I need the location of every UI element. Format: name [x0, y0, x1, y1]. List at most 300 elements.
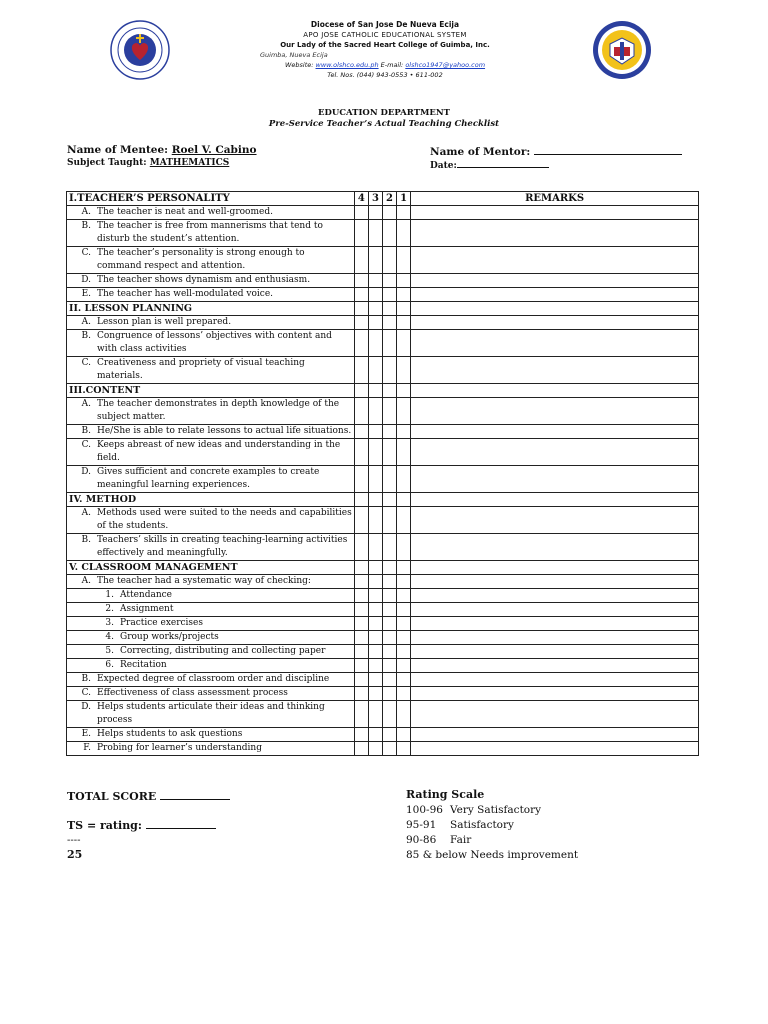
subject-field: Subject Taught: MATHEMATICS: [67, 158, 230, 168]
criterion-label: 2.: [105, 604, 114, 614]
criterion: [69, 673, 352, 686]
criterion-label: 1.: [105, 590, 114, 600]
criterion-label: A.: [81, 399, 91, 409]
remarks-cell[interactable]: [411, 466, 699, 493]
score-3-cell[interactable]: [368, 687, 382, 701]
criterion: [69, 575, 352, 588]
score-2-cell[interactable]: [382, 534, 396, 561]
mentee-field: Name of Mentee: Roel V. Cabino: [67, 144, 257, 156]
remarks-cell[interactable]: [411, 659, 699, 673]
score-4-cell[interactable]: [354, 575, 368, 589]
content-heading: III.CONTENT: [67, 384, 355, 398]
criterion-row: [67, 603, 699, 617]
criterion-text: [67, 701, 355, 728]
criterion-row: [67, 220, 699, 247]
criterion-row: [67, 742, 699, 756]
school-system: APO JOSE CATHOLIC EDUCATIONAL SYSTEM: [303, 31, 467, 39]
score-1-cell[interactable]: [397, 673, 411, 687]
criterion: [69, 398, 352, 424]
score-4-cell[interactable]: [354, 316, 368, 330]
score-2-cell[interactable]: [382, 288, 396, 302]
score-4-cell[interactable]: [354, 493, 368, 507]
criterion-text: [67, 617, 355, 631]
score-4-cell[interactable]: [354, 687, 368, 701]
score-4-cell[interactable]: [354, 603, 368, 617]
criterion-text: [67, 274, 355, 288]
score-4-cell[interactable]: [354, 534, 368, 561]
ts-rating-blank[interactable]: [146, 818, 216, 829]
method-heading: IV. METHOD: [67, 493, 355, 507]
score-1-cell[interactable]: [397, 659, 411, 673]
criterion-label: C.: [81, 358, 91, 368]
criterion: [69, 330, 352, 356]
criterion: [69, 728, 352, 741]
remarks-cell[interactable]: [411, 728, 699, 742]
criterion-row: [67, 316, 699, 330]
score-2-cell[interactable]: [382, 398, 396, 425]
subject-name: MATHEMATICS: [149, 158, 230, 168]
score-2-cell[interactable]: [382, 728, 396, 742]
score-3-cell[interactable]: [368, 645, 382, 659]
checklist-table: [66, 191, 699, 756]
score-1-cell[interactable]: [397, 274, 411, 288]
criterion-row: [67, 645, 699, 659]
criterion-label: A.: [81, 317, 91, 327]
score-2-cell[interactable]: [382, 466, 396, 493]
criterion: [69, 659, 352, 672]
criterion: [69, 687, 352, 700]
rating-description: Satisfactory: [450, 819, 514, 831]
score-2-cell[interactable]: [382, 220, 396, 247]
score-4-cell[interactable]: [354, 247, 368, 274]
criterion-text: [67, 742, 355, 756]
criterion-text: [67, 316, 355, 330]
score-4-cell[interactable]: [354, 466, 368, 493]
score-4-cell[interactable]: [354, 561, 368, 575]
score-2-cell[interactable]: [382, 631, 396, 645]
remarks-cell[interactable]: [411, 357, 699, 384]
criterion-description: The teacher’s personality is strong enough to command respect and attention.: [97, 248, 305, 271]
classroom-management-heading: V. CLASSROOM MANAGEMENT: [67, 561, 355, 575]
remarks-cell[interactable]: [411, 330, 699, 357]
criterion-row: [67, 673, 699, 687]
score-1-cell[interactable]: [397, 357, 411, 384]
score-4-header: 4: [354, 192, 368, 206]
score-3-cell[interactable]: [368, 206, 382, 220]
criterion-description: The teacher shows dynamism and enthusiasm.: [97, 275, 311, 285]
score-1-cell[interactable]: [397, 575, 411, 589]
criterion: [69, 316, 352, 329]
score-1-cell[interactable]: [397, 589, 411, 603]
criterion-row: [67, 659, 699, 673]
criterion-label: A.: [81, 508, 91, 518]
score-1-cell[interactable]: [397, 742, 411, 756]
criterion-row: [67, 439, 699, 466]
score-2-cell[interactable]: [382, 673, 396, 687]
criterion-row: [67, 357, 699, 384]
rating-range: 95-91: [406, 819, 437, 831]
remarks-cell[interactable]: [411, 220, 699, 247]
criterion-text: [67, 603, 355, 617]
score-1-cell[interactable]: [397, 645, 411, 659]
criterion-row: [67, 589, 699, 603]
criterion-label: 3.: [105, 618, 114, 628]
criterion-text: [67, 673, 355, 687]
score-2-cell[interactable]: [382, 206, 396, 220]
criterion-description: Effectiveness of class assessment process: [97, 688, 288, 698]
criterion-label: D.: [81, 275, 91, 285]
score-2-cell[interactable]: [382, 330, 396, 357]
score-4-cell[interactable]: [354, 357, 368, 384]
score-1-header: 1: [397, 192, 411, 206]
criterion-label: A.: [81, 576, 91, 586]
criterion: [69, 220, 352, 246]
score-1-cell[interactable]: [397, 507, 411, 534]
criterion: [69, 617, 352, 630]
score-3-cell[interactable]: [368, 589, 382, 603]
department-title: EDUCATION DEPARTMENT: [317, 108, 451, 118]
remarks-cell[interactable]: [411, 507, 699, 534]
section-row: [67, 493, 699, 507]
criterion-description: Correcting, distributing and collecting paper: [120, 646, 326, 656]
fraction-line: ----: [67, 835, 81, 846]
remarks-cell[interactable]: [411, 439, 699, 466]
score-4-cell[interactable]: [354, 701, 368, 728]
score-2-cell[interactable]: [382, 742, 396, 756]
criterion-label: B.: [81, 331, 91, 341]
criterion-description: The teacher demonstrates in depth knowledge of the subject matter.: [97, 399, 340, 422]
score-2-cell[interactable]: [382, 302, 396, 316]
score-1-cell[interactable]: [397, 330, 411, 357]
remarks-cell[interactable]: [411, 288, 699, 302]
criterion-label: B.: [81, 674, 91, 684]
score-2-cell[interactable]: [382, 357, 396, 384]
criterion: [69, 247, 352, 273]
criterion-text: [67, 534, 355, 561]
score-4-cell[interactable]: [354, 439, 368, 466]
remarks-cell[interactable]: [411, 274, 699, 288]
score-3-cell[interactable]: [368, 288, 382, 302]
criterion: [69, 507, 352, 533]
score-4-cell[interactable]: [354, 645, 368, 659]
remarks-cell[interactable]: [411, 687, 699, 701]
score-4-cell[interactable]: [354, 507, 368, 534]
criterion-row: [67, 247, 699, 274]
criterion-row: [67, 507, 699, 534]
department-seal-icon: [592, 20, 652, 80]
criterion-text: [67, 466, 355, 493]
score-1-cell[interactable]: [397, 493, 411, 507]
remarks-cell[interactable]: [411, 589, 699, 603]
score-3-cell[interactable]: [368, 575, 382, 589]
criterion-row: [67, 617, 699, 631]
score-2-cell[interactable]: [382, 603, 396, 617]
criterion-row: [67, 701, 699, 728]
criterion-row: [67, 425, 699, 439]
score-1-cell[interactable]: [397, 561, 411, 575]
score-1-cell[interactable]: [397, 728, 411, 742]
rating-description: Fair: [450, 834, 472, 846]
score-3-cell[interactable]: [368, 534, 382, 561]
website-link[interactable]: www.olshco.edu.ph: [315, 61, 379, 69]
section-row: [67, 561, 699, 575]
score-3-cell[interactable]: [368, 617, 382, 631]
criterion: [69, 534, 352, 560]
score-2-cell[interactable]: [382, 247, 396, 274]
remarks-cell[interactable]: [411, 425, 699, 439]
rating-range: 100-96: [406, 804, 443, 816]
criterion-row: [67, 687, 699, 701]
criterion-description: Creativeness and propriety of visual teaching materials.: [97, 358, 305, 381]
total-score: TOTAL SCORE: [67, 789, 230, 803]
score-3-cell[interactable]: [368, 274, 382, 288]
score-1-cell[interactable]: [397, 534, 411, 561]
remarks-cell[interactable]: [411, 742, 699, 756]
score-4-cell[interactable]: [354, 206, 368, 220]
criterion-description: Congruence of lessons’ objectives with content and with class activities: [97, 331, 332, 354]
criterion-description: Probing for learner’s understanding: [97, 743, 262, 753]
criterion-row: [67, 728, 699, 742]
score-2-cell[interactable]: [382, 575, 396, 589]
section-row: [67, 384, 699, 398]
mentor-field: Name of Mentor:: [430, 144, 682, 158]
score-2-cell[interactable]: [382, 617, 396, 631]
score-4-cell[interactable]: [354, 589, 368, 603]
score-2-cell[interactable]: [382, 645, 396, 659]
remarks-cell[interactable]: [411, 247, 699, 274]
criterion-text: [67, 425, 355, 439]
criterion-label: B.: [81, 221, 91, 231]
score-1-cell[interactable]: [397, 302, 411, 316]
remarks-cell[interactable]: [411, 631, 699, 645]
rating-scale-row: [406, 804, 541, 816]
score-3-cell[interactable]: [368, 603, 382, 617]
score-1-cell[interactable]: [397, 220, 411, 247]
score-4-cell[interactable]: [354, 728, 368, 742]
score-2-cell[interactable]: [382, 439, 396, 466]
college-name: Our Lady of the Sacred Heart College of Guimba, Inc.: [280, 41, 490, 49]
score-4-cell[interactable]: [354, 617, 368, 631]
score-1-cell[interactable]: [397, 425, 411, 439]
criterion-text: [67, 439, 355, 466]
ts-rating: TS = rating:: [67, 818, 216, 832]
score-3-cell[interactable]: [368, 728, 382, 742]
score-2-cell[interactable]: [382, 274, 396, 288]
criterion-row: [67, 330, 699, 357]
criterion-description: The teacher had a systematic way of checking:: [97, 576, 311, 586]
criterion-row: [67, 274, 699, 288]
criterion-description: Group works/projects: [120, 632, 219, 642]
score-2-cell[interactable]: [382, 384, 396, 398]
criterion-row: [67, 466, 699, 493]
score-4-cell[interactable]: [354, 398, 368, 425]
score-1-cell[interactable]: [397, 247, 411, 274]
score-4-cell[interactable]: [354, 673, 368, 687]
score-1-cell[interactable]: [397, 687, 411, 701]
criterion-description: Recitation: [120, 660, 167, 670]
remarks-cell[interactable]: [411, 398, 699, 425]
score-4-cell[interactable]: [354, 631, 368, 645]
score-3-cell[interactable]: [368, 507, 382, 534]
letterhead: [0, 16, 768, 91]
criterion-text: [67, 206, 355, 220]
remarks-cell[interactable]: [411, 701, 699, 728]
criterion-text: [67, 589, 355, 603]
criterion: [69, 439, 352, 465]
criterion: [69, 645, 352, 658]
score-2-cell[interactable]: [382, 493, 396, 507]
remarks-cell[interactable]: [411, 617, 699, 631]
score-3-cell[interactable]: [368, 659, 382, 673]
criterion-row: [67, 206, 699, 220]
criterion-label: D.: [81, 702, 91, 712]
score-4-cell[interactable]: [354, 425, 368, 439]
criterion-text: [67, 659, 355, 673]
score-4-cell[interactable]: [354, 274, 368, 288]
criterion-description: Lesson plan is well prepared.: [97, 317, 232, 327]
remarks-header: REMARKS: [411, 192, 699, 206]
criterion-description: Expected degree of classroom order and discipline: [97, 674, 330, 684]
rating-scale-row: [406, 834, 471, 846]
criterion-text: [67, 247, 355, 274]
score-3-cell[interactable]: [368, 398, 382, 425]
criterion-label: C.: [81, 248, 91, 258]
remarks-cell[interactable]: [411, 384, 699, 398]
score-1-cell[interactable]: [397, 316, 411, 330]
criterion-text: [67, 357, 355, 384]
score-4-cell[interactable]: [354, 220, 368, 247]
criterion: [69, 589, 352, 602]
score-2-cell[interactable]: [382, 659, 396, 673]
criterion-label: 4.: [105, 632, 114, 642]
score-2-cell[interactable]: [382, 701, 396, 728]
remarks-cell[interactable]: [411, 206, 699, 220]
mentee-name: Roel V. Cabino: [171, 144, 257, 156]
score-4-cell[interactable]: [354, 330, 368, 357]
criterion-row: [67, 534, 699, 561]
score-4-cell[interactable]: [354, 384, 368, 398]
criterion-description: The teacher is free from mannerisms that tend to disturb the student’s attention.: [97, 221, 323, 244]
criterion-label: E.: [81, 289, 91, 299]
criterion: [69, 742, 352, 755]
score-3-cell[interactable]: [368, 247, 382, 274]
criterion: [69, 631, 352, 644]
score-3-cell[interactable]: [368, 631, 382, 645]
remarks-cell[interactable]: [411, 302, 699, 316]
score-2-cell[interactable]: [382, 425, 396, 439]
score-3-cell[interactable]: [368, 316, 382, 330]
score-2-cell[interactable]: [382, 589, 396, 603]
contact-line: Website: www.olshco.edu.ph E-mail: olshco1947@yahoo.com: [284, 61, 486, 69]
rating-description: Needs improvement: [470, 849, 579, 861]
score-2-cell[interactable]: [382, 316, 396, 330]
criterion-text: [67, 507, 355, 534]
score-3-cell[interactable]: [368, 493, 382, 507]
score-1-cell[interactable]: [397, 398, 411, 425]
score-2-cell[interactable]: [382, 687, 396, 701]
remarks-cell[interactable]: [411, 645, 699, 659]
score-1-cell[interactable]: [397, 439, 411, 466]
score-3-cell[interactable]: [368, 439, 382, 466]
email-link[interactable]: olshco1947@yahoo.com: [405, 61, 486, 69]
criterion-description: Assignment: [120, 604, 174, 614]
score-3-cell[interactable]: [368, 425, 382, 439]
criterion-label: F.: [83, 743, 91, 753]
score-1-cell[interactable]: [397, 631, 411, 645]
score-1-cell[interactable]: [397, 466, 411, 493]
score-3-cell[interactable]: [368, 673, 382, 687]
rating-scale-row: [406, 849, 578, 861]
college-address: Guimba, Nueva Ecija: [260, 51, 328, 59]
remarks-cell[interactable]: [411, 673, 699, 687]
score-4-cell[interactable]: [354, 659, 368, 673]
score-1-cell[interactable]: [397, 206, 411, 220]
criterion-label: B.: [81, 426, 91, 436]
criterion-label: 5.: [105, 646, 114, 656]
score-1-cell[interactable]: [397, 288, 411, 302]
rating-scale-row: [406, 819, 514, 831]
score-3-cell[interactable]: [368, 742, 382, 756]
score-1-cell[interactable]: [397, 384, 411, 398]
criterion-text: [67, 288, 355, 302]
criterion-description: Attendance: [120, 590, 172, 600]
score-2-cell[interactable]: [382, 561, 396, 575]
date-blank[interactable]: [457, 158, 549, 168]
criterion-description: Methods used were suited to the needs and capabilities of the students.: [97, 508, 352, 531]
criterion-description: Keeps abreast of new ideas and understanding in the field.: [97, 440, 341, 463]
criterion-description: Teachers’ skills in creating teaching-learning activities effectively and meaningfully.: [97, 535, 348, 558]
criterion-label: 6.: [105, 660, 114, 670]
criterion-label: B.: [81, 535, 91, 545]
remarks-cell[interactable]: [411, 603, 699, 617]
criterion: [69, 288, 352, 301]
remarks-cell[interactable]: [411, 534, 699, 561]
criterion-label: A.: [81, 207, 91, 217]
score-2-cell[interactable]: [382, 507, 396, 534]
score-4-cell[interactable]: [354, 288, 368, 302]
remarks-cell[interactable]: [411, 493, 699, 507]
criterion-description: Gives sufficient and concrete examples to create meaningful learning experiences.: [97, 467, 320, 490]
score-3-cell[interactable]: [368, 357, 382, 384]
score-4-cell[interactable]: [354, 742, 368, 756]
score-3-cell[interactable]: [368, 466, 382, 493]
criterion-text: [67, 398, 355, 425]
score-3-cell[interactable]: [368, 561, 382, 575]
remarks-cell[interactable]: [411, 316, 699, 330]
criterion-label: C.: [81, 440, 91, 450]
score-1-cell[interactable]: [397, 603, 411, 617]
date-field: Date:: [430, 158, 549, 171]
score-1-cell[interactable]: [397, 617, 411, 631]
score-1-cell[interactable]: [397, 701, 411, 728]
remarks-cell[interactable]: [411, 575, 699, 589]
rating-description: Very Satisfactory: [450, 804, 542, 816]
criterion-description: Helps students to ask questions: [97, 729, 243, 739]
rating-range: 85 & below: [406, 849, 467, 861]
score-3-cell[interactable]: [368, 330, 382, 357]
mentor-blank[interactable]: [534, 144, 682, 155]
score-4-cell[interactable]: [354, 302, 368, 316]
criterion-text: [67, 220, 355, 247]
college-seal-icon: [110, 20, 170, 80]
remarks-cell[interactable]: [411, 561, 699, 575]
score-3-cell[interactable]: [368, 384, 382, 398]
criterion: [69, 603, 352, 616]
score-3-cell[interactable]: [368, 701, 382, 728]
score-3-cell[interactable]: [368, 220, 382, 247]
total-score-blank[interactable]: [160, 789, 230, 800]
score-3-cell[interactable]: [368, 302, 382, 316]
